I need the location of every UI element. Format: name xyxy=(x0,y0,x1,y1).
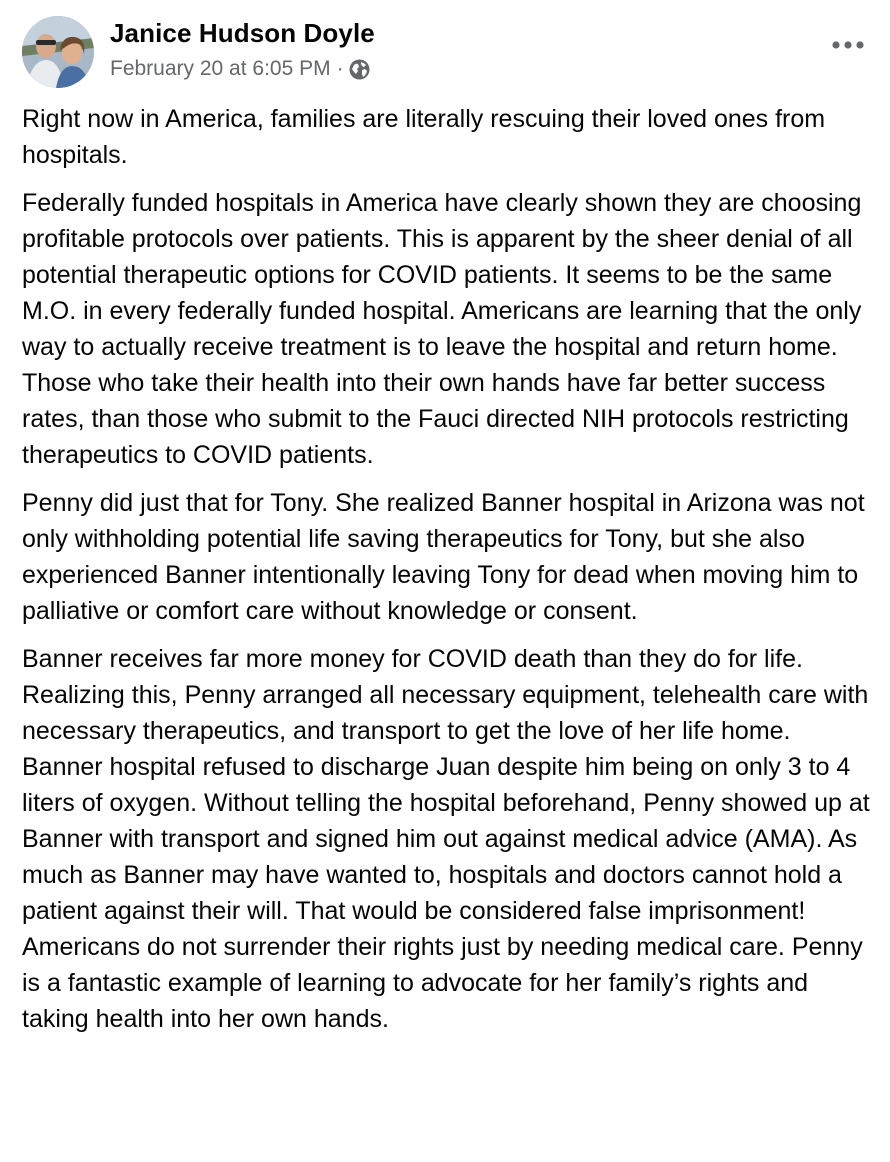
author-avatar[interactable] xyxy=(22,16,94,88)
avatar-photo xyxy=(22,16,94,88)
globe-icon[interactable] xyxy=(349,59,370,80)
post-meta xyxy=(110,57,370,81)
post-paragraph: Right now in America, families are literally rescuing their loved ones from hospitals. xyxy=(22,105,826,169)
more-options-icon xyxy=(832,41,864,49)
author-name[interactable]: Janice Hudson Doyle xyxy=(110,18,375,48)
more-options-button[interactable] xyxy=(828,30,868,60)
meta-separator: · xyxy=(336,57,344,80)
post-paragraph: Banner receives far more money for COVID death than they do for life. Realizing this, Penny arranged all necessary equipment, telehealth care with necessary therapeutics, and transport to get the love of her life home. Banner hospital refused to discharge Juan despite him being on only 3 to 4 liters of oxygen. Without telling the hospital beforehand, Penny showed up at Banner with transport and signed him out against medical advice (AMA). As much as Banner may have wanted to, hospitals and doctors cannot hold a patient against their will. That would be considered false imprisonment! Americans do not surrender their rights just by needing medical care. Penny is a fantastic example of learning to advocate for her family’s rights and taking health into her own hands. xyxy=(22,645,870,1033)
post-paragraph: Penny did just that for Tony. She realized Banner hospital in Arizona was not only withholding potential life saving therapeutics for Tony, but she also experienced Banner intentionally leaving Tony for dead when moving him to palliative or comfort care without knowledge or consent. xyxy=(22,489,865,625)
post-body xyxy=(22,101,872,1049)
post-timestamp[interactable]: February 20 at 6:05 PM xyxy=(110,57,331,80)
post-header xyxy=(22,16,868,88)
post-paragraph: Federally funded hospitals in America have clearly shown they are choosing profitable protocols over patients. This is apparent by the sheer denial of all potential therapeutic options for COVID patients. It seems to be the same M.O. in every federally funded hospital. Americans are learning that the only way to actually receive treatment is to leave the hospital and return home. Those who take their health into their own hands have far better success rates, than those who submit to the Fauci directed NIH protocols restricting therapeutics to COVID patients. xyxy=(22,189,862,469)
